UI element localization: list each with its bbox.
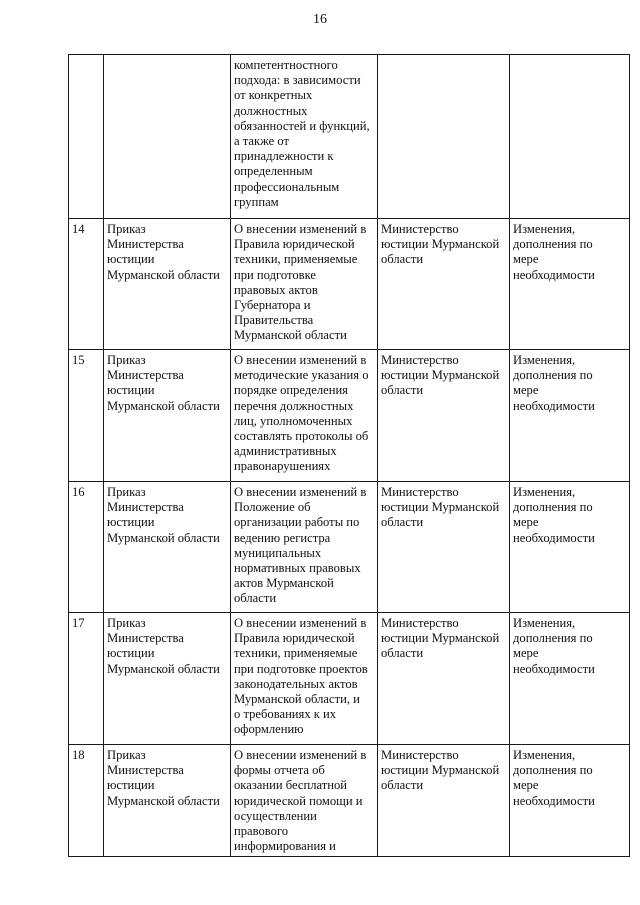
cell-organization: Министерство юстиции Мурманской области	[378, 350, 510, 482]
cell-document-type: Приказ Министерства юстиции Мурманской области	[104, 350, 231, 482]
cell-organization: Министерство юстиции Мурманской области	[378, 745, 510, 857]
cell-number: 17	[69, 613, 104, 745]
cell-title: О внесении изменений в Правила юридической техники, применяемые при подготовке правовых актов Губернатора и Правительства Мурманской области	[231, 219, 378, 350]
table-row	[69, 613, 630, 745]
cell-organization: Министерство юстиции Мурманской области	[378, 482, 510, 613]
table-row	[69, 745, 630, 857]
cell-title: О внесении изменений в Правила юридической техники, применяемые при подготовке проектов законодательных актов Мурманской области, и о требованиях к их оформлению	[231, 613, 378, 745]
cell-document-type: Приказ Министерства юстиции Мурманской области	[104, 745, 231, 857]
cell-number: 18	[69, 745, 104, 857]
cell-title: компетентностного подхода: в зависимости от конкретных должностных обязанностей и функций, а также от принадлежности к определенным профессиональным группам	[231, 55, 378, 219]
cell-title: О внесении изменений в методические указания о порядке определения перечня должностных лиц, уполномоченных составлять протоколы об административных правонарушениях	[231, 350, 378, 482]
cell-document-type: Приказ Министерства юстиции Мурманской области	[104, 219, 231, 350]
cell-organization: Министерство юстиции Мурманской области	[378, 613, 510, 745]
cell-note: Изменения, дополнения по мере необходимости	[510, 613, 630, 745]
cell-document-type	[104, 55, 231, 219]
cell-document-type: Приказ Министерства юстиции Мурманской области	[104, 613, 231, 745]
cell-title: О внесении изменений в Положение об организации работы по ведению регистра муниципальных нормативных правовых актов Мурманской области	[231, 482, 378, 613]
table-row	[69, 482, 630, 613]
cell-note	[510, 55, 630, 219]
table-row	[69, 219, 630, 350]
cell-organization	[378, 55, 510, 219]
cell-number	[69, 55, 104, 219]
cell-note: Изменения, дополнения по мере необходимости	[510, 482, 630, 613]
table-row	[69, 350, 630, 482]
cell-number: 16	[69, 482, 104, 613]
cell-number: 15	[69, 350, 104, 482]
document-table	[68, 54, 630, 857]
cell-title: О внесении изменений в формы отчета об оказании бесплатной юридической помощи и осуществлении правового информирования и	[231, 745, 378, 857]
table-row	[69, 55, 630, 219]
cell-note: Изменения, дополнения по мере необходимости	[510, 745, 630, 857]
cell-note: Изменения, дополнения по мере необходимости	[510, 219, 630, 350]
cell-number: 14	[69, 219, 104, 350]
cell-organization: Министерство юстиции Мурманской области	[378, 219, 510, 350]
cell-note: Изменения, дополнения по мере необходимости	[510, 350, 630, 482]
page-number: 16	[313, 12, 327, 27]
cell-document-type: Приказ Министерства юстиции Мурманской области	[104, 482, 231, 613]
